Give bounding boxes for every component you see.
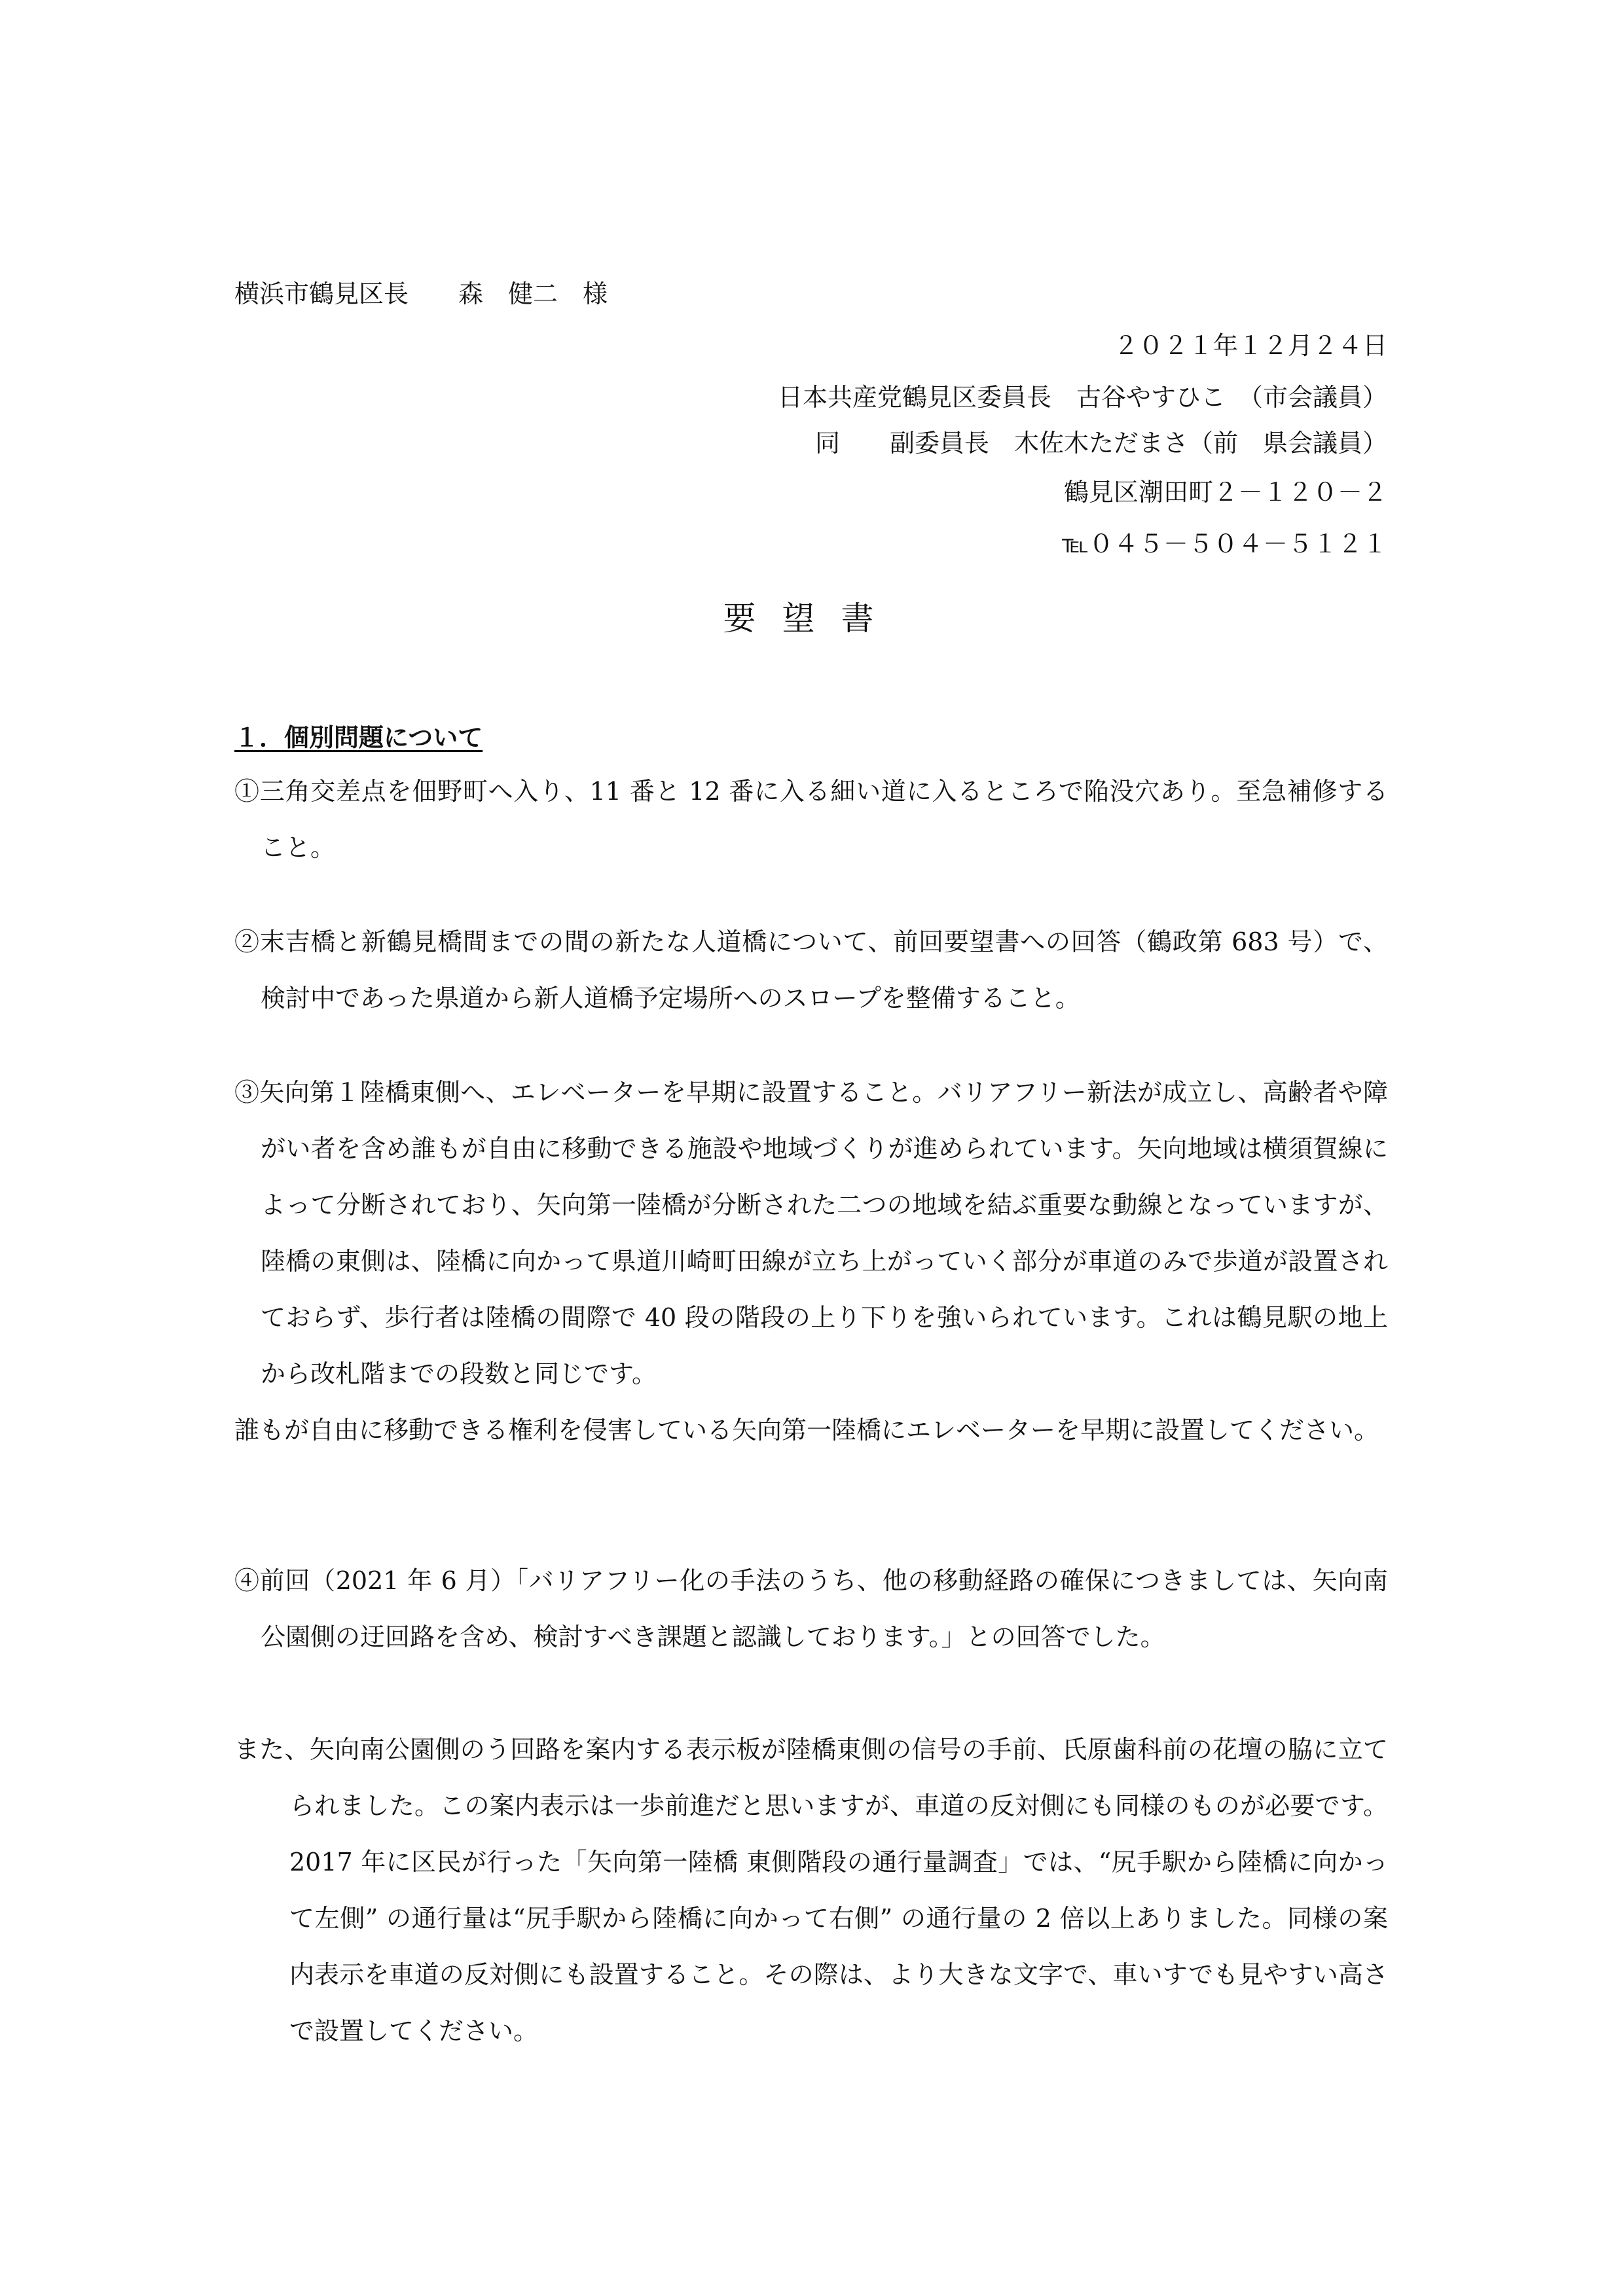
document-title: 要望書	[723, 600, 900, 637]
request-item-4-continuation: また、矢向南公園側のう回路を案内する表示板が陸橋東側の信号の手前、氏原歯科前の花壇の脇に立てられました。この案内表示は一歩前進だと思いますが、車道の反対側にも同様のものが必要です。2017 年に区民が行った「矢向第一陸橋 東側階段の通行量調査」では、“尻手駅から陸橋に向かって左側” の通行量は“尻手駅から陸橋に向かって右側” の通行量の 2 倍以上ありました。同様の案内表示を車道の反対側にも設置すること。その際は、より大きな文字で、車いすでも見やすい高さで設置してください。	[234, 1735, 1388, 2045]
sender-tel: ℡０４５－５０４－５１２１	[1062, 529, 1387, 558]
date: ２０２１年１２月２４日	[1113, 331, 1387, 360]
sender-line-2: 同 副委員長 木佐木ただまさ（前 県会議員）	[814, 429, 1387, 457]
sender-line-1: 日本共産党鶴見区委員長 古谷やすひこ （市会議員）	[777, 383, 1387, 412]
request-item-1: ①三角交差点を佃野町へ入り、11 番と 12 番に入る細い道に入るところで陥没穴あり。至急補修すること。	[234, 777, 1388, 862]
request-item-2: ②末吉橋と新鶴見橋間までの間の新たな人道橋について、前回要望書への回答（鶴政第 683 号）で、検討中であった県道から新人道橋予定場所へのスロープを整備すること。	[234, 927, 1388, 1013]
sender-address: 鶴見区潮田町２－１２０－２	[1063, 478, 1387, 507]
request-item-4: ④前回（2021 年 6 月）「バリアフリー化の手法のうち、他の移動経路の確保につきましては、矢向南公園側の迂回路を含め、検討すべき課題と認識しております。」との回答でした。	[234, 1566, 1388, 1651]
addressee: 横浜市鶴見区長 森 健二 様	[234, 279, 608, 308]
section-heading: １．個別問題について	[234, 723, 483, 752]
request-item-3-continuation: 誰もが自由に移動できる権利を侵害している矢向第一陸橋にエレベーターを早期に設置してください。	[234, 1416, 1379, 1444]
request-item-3: ③矢向第１陸橋東側へ、エレベーターを早期に設置すること。バリアフリー新法が成立し、高齢者や障がい者を含め誰もが自由に移動できる施設や地域づくりが進められています。矢向地域は横須賀線によって分断されており、矢向第一陸橋が分断された二つの地域を結ぶ重要な動線となっていますが、陸橋の東側は、陸橋に向かって県道川崎町田線が立ち上がっていく部分が車道のみで歩道が設置されておらず、歩行者は陸橋の間際で 40 段の階段の上り下りを強いられています。これは鶴見駅の地上から改札階までの段数と同じです。	[234, 1078, 1388, 1388]
